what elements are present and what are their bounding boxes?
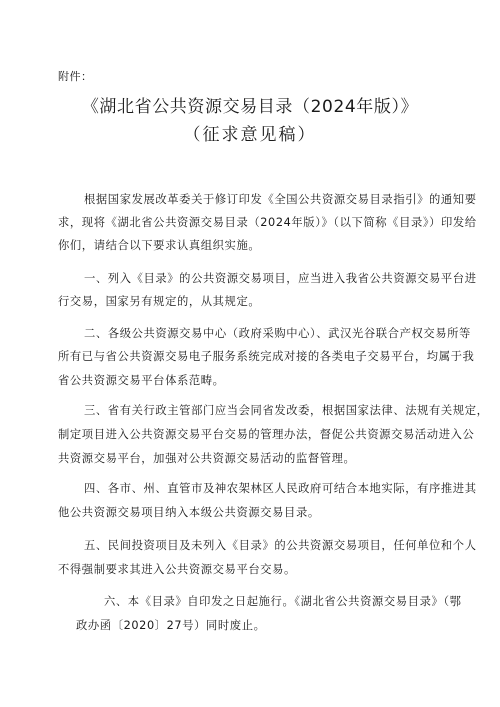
paragraph-line: 不得强制要求其进入公共资源交易平台交易。 — [58, 563, 296, 576]
document-title: 《湖北省公共资源交易目录（2024年版）》 — [81, 97, 419, 117]
paragraph-line: 四、各市、州、直管市及神农架林区人民政府可结合本地实际，有序推进其 — [84, 482, 477, 495]
paragraph-line: 你们，请结合以下要求认真组织实施。 — [58, 239, 261, 252]
paragraph-line: 根据国家发展改革委关于修订印发《全国公共资源交易目录指引》的通知要 — [84, 193, 477, 206]
paragraph-line: 五、民间投资项目及未列入《目录》的公共资源交易项目，任何单位和个人 — [84, 539, 477, 552]
paragraph-line: 一、列入《目录》的公共资源交易项目，应当进入我省公共资源交易平台进 — [84, 272, 477, 285]
paragraph-line: 所有已与省公共资源交易电子服务系统完成对接的各类电子交易平台，均属于我 — [58, 350, 475, 363]
paragraph-line: 三、省有关行政主管部门应当会同省发改委，根据国家法律、法规有关规定， — [84, 404, 489, 417]
paragraph-line: 六、本《目录》自印发之日起施行。《湖北省公共资源交易目录》（鄂 — [104, 595, 462, 608]
paragraph-line: 政办函〔2020〕27号）同时废止。 — [76, 619, 266, 632]
paragraph-line: 制定项目进入公共资源交易平台交易的管理办法，督促公共资源交易活动进入公 — [58, 428, 475, 441]
paragraph-line: 他公共资源交易项目纳入本级公共资源交易目录。 — [58, 506, 320, 519]
paragraph-line: 共资源交易平台，加强对公共资源交易活动的监督管理。 — [58, 452, 356, 465]
paragraph-line: 行交易，国家另有规定的，从其规定。 — [58, 295, 261, 308]
attachment-label: 附件： — [58, 70, 93, 83]
paragraph-line: 二、各级公共资源交易中心（政府采购中心）、武汉光谷联合产权交易所等 — [84, 327, 471, 340]
paragraph-line: 省公共资源交易平台体系范畴。 — [58, 374, 225, 387]
paragraph-line: 求，现将《湖北省公共资源交易目录（2024年版）》（以下简称《目录》）印发给 — [58, 216, 477, 229]
document-subtitle: （征求意见稿） — [183, 125, 317, 145]
